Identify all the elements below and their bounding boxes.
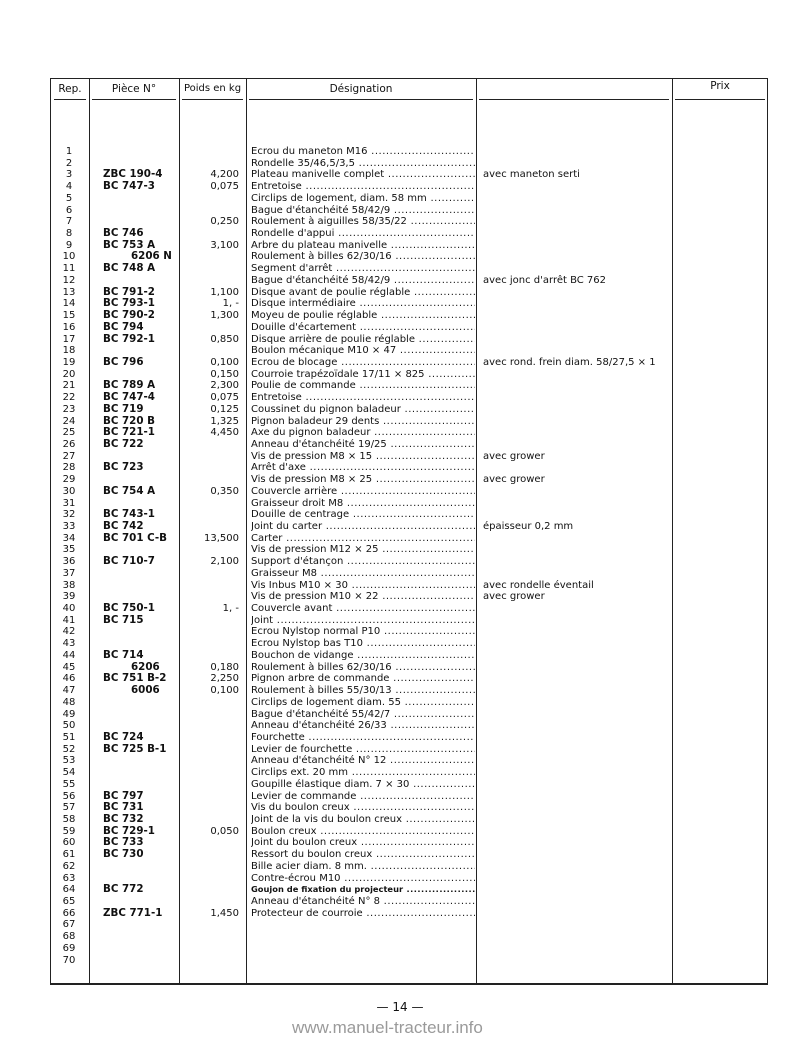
header-rep: Rep.	[58, 83, 82, 95]
weight-cell: 2,250	[210, 673, 239, 685]
rep-cell: 28	[62, 462, 76, 474]
designation-cell: Coussinet du pignon baladeur .....	[251, 404, 475, 416]
designation-cell: Poulie de commande .....	[251, 380, 475, 392]
rep-cell: 21	[62, 380, 76, 392]
piece-number-cell: BC 714	[103, 648, 144, 661]
rep-cell: 34	[62, 532, 76, 544]
designation-cell: Disque avant de poulie réglable .....	[251, 287, 475, 299]
header-piece: Pièce N°	[111, 83, 157, 95]
piece-number-cell: BC 733	[103, 836, 144, 849]
designation-cell: Courroie trapézoïdale 17/11 × 825 .....	[251, 369, 475, 381]
designation-cell: Circlips ext. 20 mm .....	[251, 767, 475, 779]
rep-cell: 33	[62, 521, 76, 532]
piece-number-cell: BC 754 A	[103, 484, 156, 497]
piece-number-cell: BC 753 A	[103, 238, 156, 251]
designation-cell: Segment d'arrêt .....	[251, 263, 475, 275]
designation-cell: Ecrou Nylstop bas T10 .....	[251, 638, 475, 650]
header-underline	[54, 99, 86, 100]
piece-number-cell: BC 720 B	[103, 414, 155, 427]
table-body	[51, 146, 767, 966]
page-number: — 14 —	[376, 1000, 424, 1014]
weight-cell: 4,450	[210, 427, 239, 439]
weight-cell: 1, -	[222, 603, 239, 615]
piece-number-cell: BC 710-7	[103, 555, 155, 568]
table-row	[51, 919, 767, 931]
rep-cell: 39	[62, 591, 76, 603]
remark-cell: avec jonc d'arrêt BC 762	[483, 274, 607, 286]
table-row	[51, 287, 767, 299]
rep-cell: 60	[62, 837, 76, 849]
table-row	[51, 884, 767, 896]
table-row	[51, 439, 767, 451]
rep-cell: 22	[62, 392, 76, 404]
rep-cell: 53	[62, 755, 76, 767]
designation-cell: Ecrou Nylstop normal P10 .....	[251, 626, 475, 638]
rep-cell: 29	[62, 474, 76, 486]
rep-cell: 37	[62, 567, 76, 579]
designation-cell: Douille de centrage .....	[251, 509, 475, 521]
weight-cell: 0,350	[210, 485, 239, 497]
rep-cell: 45	[62, 661, 76, 673]
table-row	[51, 720, 767, 732]
designation-cell: Vis de pression M10 × 22 .....	[251, 591, 475, 603]
table-row	[51, 263, 767, 275]
weight-cell: 0,150	[210, 368, 239, 380]
weight-cell: 0,250	[210, 216, 239, 228]
table-row	[51, 826, 767, 838]
rep-cell: 43	[62, 638, 76, 650]
table-row	[51, 791, 767, 803]
header-underline	[182, 99, 243, 100]
designation-cell: Fourchette .....	[251, 732, 475, 744]
table-row	[51, 193, 767, 205]
designation-cell: Vis de pression M12 × 25 .....	[251, 544, 475, 556]
table-row	[51, 169, 767, 181]
piece-number-cell: BC 724	[103, 730, 144, 743]
piece-number-cell: BC 793-1	[103, 297, 155, 310]
table-row	[51, 416, 767, 428]
designation-cell: Joint du boulon creux .....	[251, 837, 475, 849]
rep-cell: 48	[62, 696, 76, 708]
rep-cell: 69	[62, 942, 76, 954]
rep-cell: 52	[62, 743, 76, 755]
table-row	[51, 837, 767, 849]
designation-cell: Anneau d'étanchéité N° 12 .....	[251, 755, 475, 767]
table-row	[51, 509, 767, 521]
rep-cell: 41	[62, 614, 76, 626]
rep-cell: 40	[62, 603, 76, 615]
rep-cell: 30	[62, 485, 76, 497]
rep-cell: 12	[62, 274, 76, 286]
table-row	[51, 216, 767, 228]
rep-cell: 50	[62, 720, 76, 732]
weight-cell: 3,100	[210, 239, 239, 251]
designation-cell: Douille d'écartement .....	[251, 322, 475, 334]
table-row	[51, 498, 767, 510]
designation-cell: Bague d'étanchéité 58/42/9 .....	[251, 275, 475, 287]
remark-cell: avec grower	[483, 591, 545, 603]
table-row	[51, 697, 767, 709]
weight-cell: 1,325	[210, 415, 239, 427]
table-row	[51, 873, 767, 885]
header-designation: Désignation	[329, 83, 393, 95]
table-row	[51, 521, 767, 533]
designation-cell: Bague d'étanchéité 55/42/7 .....	[251, 709, 475, 721]
rep-cell: 46	[62, 673, 76, 685]
rep-cell: 5	[65, 192, 73, 204]
piece-number-cell: BC 732	[103, 812, 144, 825]
rep-cell: 51	[62, 731, 76, 743]
designation-cell: Levier de commande .....	[251, 791, 475, 803]
table-row	[51, 345, 767, 357]
designation-cell: Boulon creux .....	[251, 826, 475, 838]
rep-cell: 68	[62, 931, 76, 943]
designation-cell: Couvercle avant .....	[251, 603, 475, 615]
rep-cell: 65	[62, 896, 76, 907]
designation-cell: Axe du pignon baladeur .....	[251, 427, 475, 439]
piece-number-cell: BC 701 C-B	[103, 531, 167, 544]
rep-cell: 2	[65, 157, 73, 169]
designation-cell: Bague d'étanchéité 58/42/9 .....	[251, 205, 475, 217]
rep-cell: 62	[62, 860, 76, 872]
designation-cell: Pignon baladeur 29 dents .....	[251, 416, 475, 428]
designation-cell: Roulement à aiguilles 58/35/22 .....	[251, 216, 475, 228]
piece-number-cell: BC 748 A	[103, 262, 156, 275]
table-row	[51, 427, 767, 439]
piece-number-cell: BC 797	[103, 789, 144, 802]
designation-cell: Bouchon de vidange .....	[251, 650, 475, 662]
designation-cell: Vis de pression M8 × 25 .....	[251, 474, 475, 486]
designation-cell: Vis de pression M8 × 15 .....	[251, 451, 475, 463]
weight-cell: 0,125	[210, 403, 239, 415]
remark-cell: avec maneton serti	[483, 169, 580, 181]
rep-cell: 36	[62, 556, 76, 568]
header-underline	[675, 99, 765, 100]
weight-cell: 1,450	[210, 907, 239, 919]
table-row	[51, 580, 767, 592]
designation-cell: Boulon mécanique M10 × 47 .....	[251, 345, 475, 357]
rep-cell: 27	[62, 450, 76, 462]
table-row	[51, 591, 767, 603]
designation-cell: Rondelle d'appui .....	[251, 228, 475, 240]
table-row	[51, 650, 767, 662]
rep-cell: 58	[62, 813, 76, 825]
rep-cell: 35	[62, 544, 76, 556]
rep-cell: 63	[62, 872, 76, 884]
rep-cell: 56	[62, 790, 76, 802]
weight-cell: 4,200	[210, 169, 239, 181]
rep-cell: 6	[65, 204, 73, 216]
designation-cell: Bille acier diam. 8 mm. .....	[251, 861, 475, 873]
header-underline	[479, 99, 669, 100]
rep-cell: 4	[65, 181, 73, 193]
table-row	[51, 556, 767, 568]
designation-cell: Joint .....	[251, 615, 475, 627]
piece-number-cell: BC 750-1	[103, 602, 155, 615]
table-row	[51, 310, 767, 322]
table-row	[51, 755, 767, 767]
weight-cell: 0,180	[210, 661, 239, 673]
designation-cell: Pignon arbre de commande .....	[251, 673, 475, 685]
table-row	[51, 474, 767, 486]
rep-cell: 16	[62, 321, 76, 333]
rep-cell: 66	[62, 907, 76, 919]
table-row	[51, 814, 767, 826]
piece-number-cell: ZBC 771-1	[103, 906, 163, 919]
remark-cell: avec rond. frein diam. 58/27,5 × 1	[483, 356, 656, 368]
rep-cell: 20	[62, 368, 76, 380]
designation-cell: Ecrou de blocage .....	[251, 357, 475, 369]
designation-cell: Circlips de logement, diam. 58 mm .....	[251, 193, 475, 205]
designation-cell: Entretoise .....	[251, 181, 475, 193]
table-row	[51, 685, 767, 697]
table-row	[51, 931, 767, 943]
piece-number-cell: BC 715	[103, 613, 144, 626]
table-row	[51, 275, 767, 287]
designation-cell: Joint de la vis du boulon creux .....	[251, 814, 475, 826]
piece-number-cell: BC 729-1	[103, 824, 155, 837]
weight-cell: 0,075	[210, 181, 239, 193]
table-row	[51, 626, 767, 638]
weight-cell: 1,100	[210, 286, 239, 298]
piece-number-cell: BC 792-1	[103, 332, 155, 345]
rep-cell: 57	[62, 802, 76, 814]
remark-cell: avec grower	[483, 474, 545, 486]
rep-cell: 24	[62, 415, 76, 427]
header-poids: Poids en kg	[183, 83, 242, 94]
rep-cell: 19	[62, 356, 76, 368]
table-row	[51, 205, 767, 217]
table-row	[51, 615, 767, 627]
designation-cell: Support d'étançon .....	[251, 556, 475, 568]
rep-cell: 15	[62, 310, 76, 322]
table-row	[51, 744, 767, 756]
designation-cell: Carter .....	[251, 533, 475, 545]
designation-cell: Plateau manivelle complet .....	[251, 169, 475, 181]
table-row	[51, 451, 767, 463]
designation-cell: Entretoise .....	[251, 392, 475, 404]
rep-cell: 3	[65, 169, 73, 181]
piece-number-cell: BC 791-2	[103, 285, 155, 298]
remark-cell: avec grower	[483, 450, 545, 462]
piece-number-cell: BC 747-3	[103, 180, 155, 193]
piece-number-cell: BC 746	[103, 227, 144, 240]
rep-cell: 55	[62, 778, 76, 790]
table-row	[51, 779, 767, 791]
designation-cell: Protecteur de courroie .....	[251, 908, 475, 920]
piece-number-cell: BC 719	[103, 402, 144, 415]
table-row	[51, 955, 767, 967]
table-row	[51, 486, 767, 498]
table-row	[51, 146, 767, 158]
designation-cell: Contre-écrou M10 .....	[251, 873, 475, 885]
piece-number-cell: BC 794	[103, 320, 144, 333]
weight-cell: 1,300	[210, 310, 239, 322]
designation-cell: Graisseur M8 .....	[251, 568, 475, 580]
designation-cell: Moyeu de poulie réglable .....	[251, 310, 475, 322]
header-remarks	[476, 79, 672, 99]
rep-cell: 38	[62, 579, 76, 591]
table-row	[51, 298, 767, 310]
table-row	[51, 357, 767, 369]
designation-cell: Disque arrière de poulie réglable .....	[251, 334, 475, 346]
rep-cell: 42	[62, 626, 76, 638]
rep-cell: 14	[62, 298, 76, 310]
table-row	[51, 732, 767, 744]
piece-number-cell: BC 742	[103, 520, 144, 532]
rep-cell: 54	[62, 767, 76, 779]
weight-cell: 0,050	[210, 825, 239, 837]
weight-cell: 2,100	[210, 556, 239, 568]
rep-cell: 26	[62, 438, 76, 450]
piece-number-cell: BC 731	[103, 801, 144, 814]
header-underline	[92, 99, 176, 100]
piece-number-cell: BC 722	[103, 437, 144, 450]
piece-number-cell: BC 743-1	[103, 508, 155, 521]
piece-number-cell: BC 725 B-1	[103, 742, 167, 755]
table-row	[51, 896, 767, 908]
rep-cell: 17	[62, 333, 76, 345]
rep-cell: 61	[62, 849, 76, 861]
weight-cell: 0,100	[210, 685, 239, 697]
table-row	[51, 369, 767, 381]
designation-cell: Roulement à billes 62/30/16 .....	[251, 251, 475, 263]
parts-table	[50, 78, 768, 985]
piece-number-cell: BC 730	[103, 848, 144, 861]
designation-cell: Joint du carter .....	[251, 521, 475, 533]
table-row	[51, 181, 767, 193]
watermark: www.manuel-tracteur.info	[292, 1018, 483, 1037]
piece-number-cell: 6206 N	[131, 250, 172, 263]
table-row	[51, 404, 767, 416]
table-row	[51, 334, 767, 346]
rep-cell: 25	[62, 427, 76, 439]
remark-cell: épaisseur 0,2 mm	[483, 521, 574, 532]
designation-cell: Goujon de fixation du projecteur .....	[251, 884, 475, 896]
table-row	[51, 849, 767, 861]
rep-cell: 10	[62, 251, 76, 263]
table-row	[51, 638, 767, 650]
table-row	[51, 568, 767, 580]
table-row	[51, 322, 767, 334]
header-prix: Prix	[710, 80, 730, 92]
designation-cell: Arrêt d'axe .....	[251, 462, 475, 474]
rep-cell: 9	[65, 239, 73, 251]
table-row	[51, 544, 767, 556]
designation-cell: Graisseur droit M8 .....	[251, 498, 475, 510]
designation-cell: Circlips de logement diam. 55 .....	[251, 697, 475, 709]
table-row	[51, 709, 767, 721]
table-row	[51, 603, 767, 615]
header-underline	[249, 99, 473, 100]
table-row	[51, 380, 767, 392]
designation-cell: Levier de fourchette .....	[251, 744, 475, 756]
rep-cell: 8	[65, 228, 73, 240]
rep-cell: 18	[62, 345, 76, 357]
piece-number-cell: ZBC 190-4	[103, 168, 163, 181]
designation-cell: Roulement à billes 62/30/16 .....	[251, 662, 475, 674]
piece-number-cell: BC 723	[103, 461, 144, 474]
table-row	[51, 392, 767, 404]
table-row	[51, 908, 767, 920]
weight-cell: 2,300	[210, 380, 239, 392]
designation-cell: Couvercle arrière .....	[251, 486, 475, 498]
rep-cell: 32	[62, 509, 76, 521]
piece-number-cell: 6206	[131, 660, 160, 673]
table-row	[51, 943, 767, 955]
table-row	[51, 802, 767, 814]
designation-cell: Roulement à billes 55/30/13 .....	[251, 685, 475, 697]
piece-number-cell: BC 772	[103, 883, 144, 896]
rep-cell: 1	[65, 146, 73, 157]
designation-cell: Ressort du boulon creux .....	[251, 849, 475, 861]
rep-cell: 47	[62, 685, 76, 697]
designation-cell: Anneau d'étanchéité N° 8 .....	[251, 896, 475, 908]
table-row	[51, 861, 767, 873]
designation-cell: Goupille élastique diam. 7 × 30 .....	[251, 779, 475, 791]
rep-cell: 70	[62, 954, 76, 966]
weight-cell: 0,100	[210, 356, 239, 368]
weight-cell: 0,075	[210, 392, 239, 404]
designation-cell: Disque intermédiaire .....	[251, 298, 475, 310]
rep-cell: 64	[62, 884, 76, 896]
piece-number-cell: BC 751 B-2	[103, 672, 167, 685]
piece-number-cell: BC 790-2	[103, 309, 155, 322]
piece-number-cell: BC 796	[103, 355, 144, 368]
piece-number-cell: 6006	[131, 684, 160, 697]
piece-number-cell: BC 789 A	[103, 379, 156, 392]
table-row	[51, 533, 767, 545]
table-row	[51, 228, 767, 240]
designation-cell: Ecrou du maneton M16 .....	[251, 146, 475, 158]
rep-cell: 23	[62, 403, 76, 415]
rep-cell: 59	[62, 825, 76, 837]
rep-cell: 7	[65, 216, 73, 228]
designation-cell: Rondelle 35/46,5/3,5 .....	[251, 158, 475, 170]
designation-cell: Anneau d'étanchéité 19/25 .....	[251, 439, 475, 451]
remark-cell: avec rondelle éventail	[483, 579, 594, 591]
weight-cell: 0,850	[210, 333, 239, 345]
table-row	[51, 767, 767, 779]
designation-cell: Arbre du plateau manivelle .....	[251, 240, 475, 252]
table-row	[51, 251, 767, 263]
piece-number-cell: BC 721-1	[103, 426, 155, 439]
designation-cell: Anneau d'étanchéité 26/33 .....	[251, 720, 475, 732]
rep-cell: 67	[62, 919, 76, 931]
rep-cell: 49	[62, 708, 76, 720]
designation-cell: Vis du boulon creux .....	[251, 802, 475, 814]
rep-cell: 11	[62, 263, 76, 275]
piece-number-cell: BC 747-4	[103, 391, 155, 404]
rep-cell: 13	[62, 286, 76, 298]
rep-cell: 31	[62, 497, 76, 509]
table-row	[51, 462, 767, 474]
weight-cell: 1, -	[222, 298, 239, 310]
designation-cell: Vis Inbus M10 × 30 .....	[251, 580, 475, 592]
weight-cell: 13,500	[204, 532, 239, 544]
rep-cell: 44	[62, 649, 76, 661]
